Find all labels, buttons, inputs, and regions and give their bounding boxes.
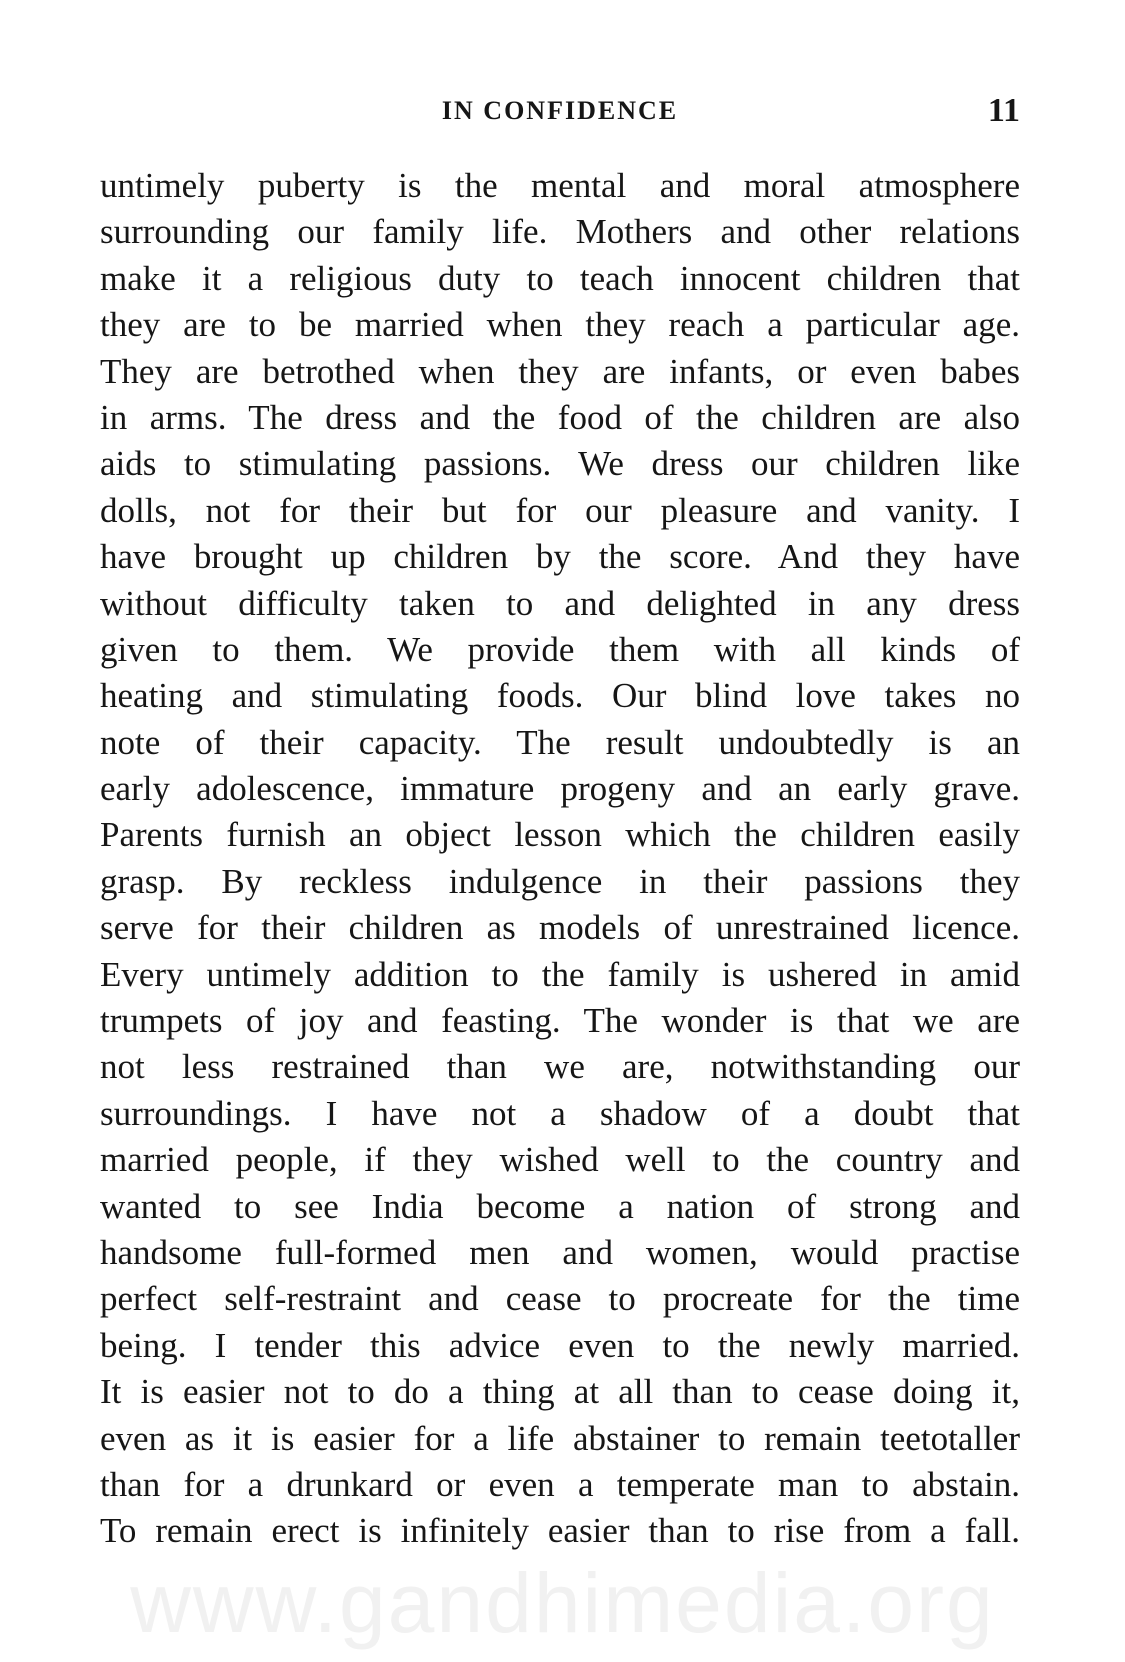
text-line: without difficulty taken to and delighted in any dress <box>100 583 1020 623</box>
page-number: 11 <box>987 92 1020 129</box>
text-line: in arms. The dress and the food of the children are also <box>100 397 1020 437</box>
text-line: note of their capacity. The result undoubtedly is an <box>100 722 1020 762</box>
watermark: www.gandhimedia.org <box>130 1556 995 1650</box>
text-line: Every untimely addition to the family is ushered in amid <box>100 954 1020 994</box>
text-line: untimely puberty is the mental and moral atmosphere <box>100 166 1020 205</box>
text-line: surroundings. I have not a shadow of a doubt that <box>100 1093 1020 1133</box>
text-line: even as it is easier for a life abstainer to remain teetotaller <box>100 1418 1020 1458</box>
running-title: IN CONFIDENCE <box>441 96 679 125</box>
text-line: trumpets of joy and feasting. The wonder is that we are <box>100 1001 1020 1041</box>
text-line: aids to stimulating passions. We dress our children like <box>100 444 1020 484</box>
body-text <box>100 163 1020 1555</box>
text-line: handsome full-formed men and women, would practise <box>100 1232 1020 1272</box>
text-line: dolls, not for their but for our pleasure and vanity. I <box>100 490 1020 530</box>
running-head <box>100 92 1020 142</box>
text-line: heating and stimulating foods. Our blind love takes no <box>100 676 1020 716</box>
text-line: given to them. We provide them with all kinds of <box>100 629 1020 669</box>
text-line: make it a religious duty to teach innocent children that <box>100 258 1020 298</box>
text-line: surrounding our family life. Mothers and other relations <box>100 212 1020 252</box>
text-line: grasp. By reckless indulgence in their passions they <box>100 861 1020 901</box>
text-line: they are to be married when they reach a particular age. <box>100 305 1020 345</box>
text-line: serve for their children as models of unrestrained licence. <box>100 908 1020 948</box>
text-line: To remain erect is infinitely easier than to rise from a fall. <box>100 1511 1020 1551</box>
text-line: They are betrothed when they are infants, or even babes <box>100 351 1020 391</box>
text-line: being. I tender this advice even to the newly married. <box>100 1325 1020 1365</box>
text-line: It is easier not to do a thing at all than to cease doing it, <box>100 1372 1020 1412</box>
text-line: than for a drunkard or even a temperate man to abstain. <box>100 1464 1020 1504</box>
text-line: early adolescence, immature progeny and an early grave. <box>100 769 1020 809</box>
text-line: Parents furnish an object lesson which the children easily <box>100 815 1020 855</box>
text-line: perfect self-restraint and cease to procreate for the time <box>100 1279 1020 1319</box>
text-line: married people, if they wished well to the country and <box>100 1140 1020 1180</box>
text-line: not less restrained than we are, notwithstanding our <box>100 1047 1020 1087</box>
text-line: wanted to see India become a nation of strong and <box>100 1186 1020 1226</box>
text-line: have brought up children by the score. And they have <box>100 537 1020 577</box>
